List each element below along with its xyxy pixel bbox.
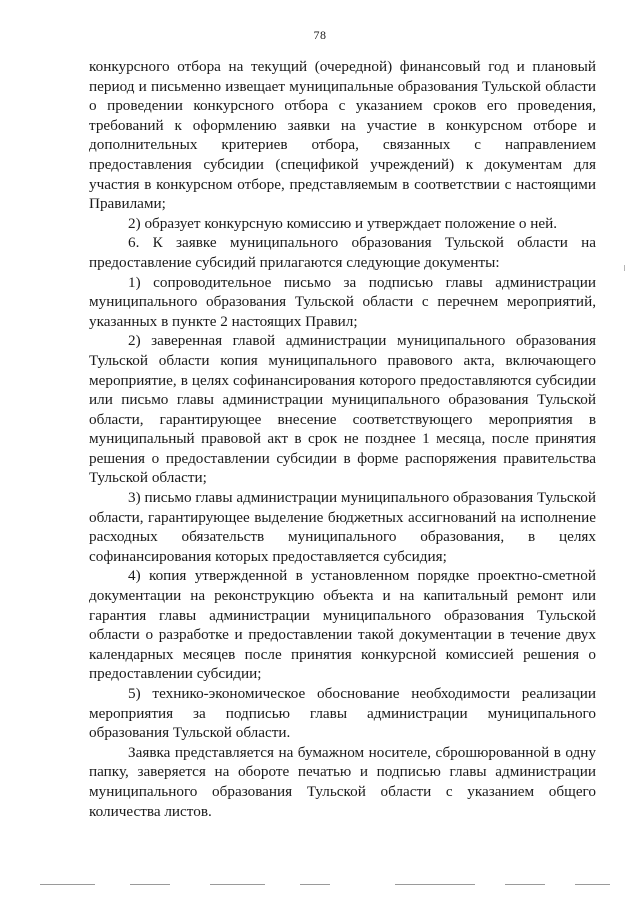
paragraph-item-2: 2) образует конкурсную комиссию и утверждает положение о ней.	[128, 214, 558, 232]
paragraph-doc-2: 2) заверенная главой администрации муниципального образования Тульской области копия муниципального правового акта, включающего мероприятие, в целях софинансирования которого предоставляются субсидии или письмо главы администрации муниципального образования Тульской области, гарантирующее внесение соответствующего мероприятия в муниципальный правовой акт в срок не позднее 1 месяца, после принятия решения о предоставлении субсидии в форме распоряжения правительства Тульской области;	[89, 332, 596, 487]
document-body	[89, 57, 596, 821]
page-number: 78	[313, 28, 327, 42]
paragraph-continuation: конкурсного отбора на текущий (очередной) финансовый год и плановый период и письменно извещает муниципальные образования Тульской области о проведении конкурсного отбора с указанием сроков его проведения, требований к оформлению заявки на участие в конкурсном отборе и дополнительных критериев отбора, связанных с направлением предоставления субсидии (спецификой учреждений) к документам для участия в конкурсном отборе, представляемым в соответствии с настоящими Правилами;	[89, 58, 596, 213]
scan-footer-artifacts	[0, 884, 640, 890]
paragraph-doc-4: 4) копия утвержденной в установленном порядке проектно-сметной документации на реконструкцию объекта и на капитальный ремонт или гарантия главы администрации муниципального образования Тульской области о разработке и предоставлении такой документации в течение двух календарных месяцев после принятия конкурсной комиссией решения о предоставлении субсидии;	[89, 567, 596, 683]
paragraph-doc-5: 5) технико-экономическое обоснование необходимости реализации мероприятия за подписью главы администрации муниципального образования Тульской области.	[89, 685, 596, 742]
scan-margin-mark	[624, 265, 625, 271]
paragraph-clause-6: 6. К заявке муниципального образования Тульской области на предоставление субсидий прилагаются следующие документы:	[89, 234, 596, 271]
paragraph-doc-3: 3) письмо главы администрации муниципального образования Тульской области, гарантирующее выделение бюджетных ассигнований на исполнение расходных обязательств муниципального образования, в целях софинансирования которых предоставляется субсидия;	[89, 489, 596, 565]
paragraph-application: Заявка представляется на бумажном носителе, сброшюрованной в одну папку, заверяется на обороте печатью и подписью главы администрации муниципального образования Тульской области с указанием общего количества листов.	[89, 743, 596, 820]
paragraph-doc-1: 1) сопроводительное письмо за подписью главы администрации муниципального образования Тульской области с перечнем мероприятий, указанных в пункте 2 настоящих Правил;	[89, 273, 596, 330]
